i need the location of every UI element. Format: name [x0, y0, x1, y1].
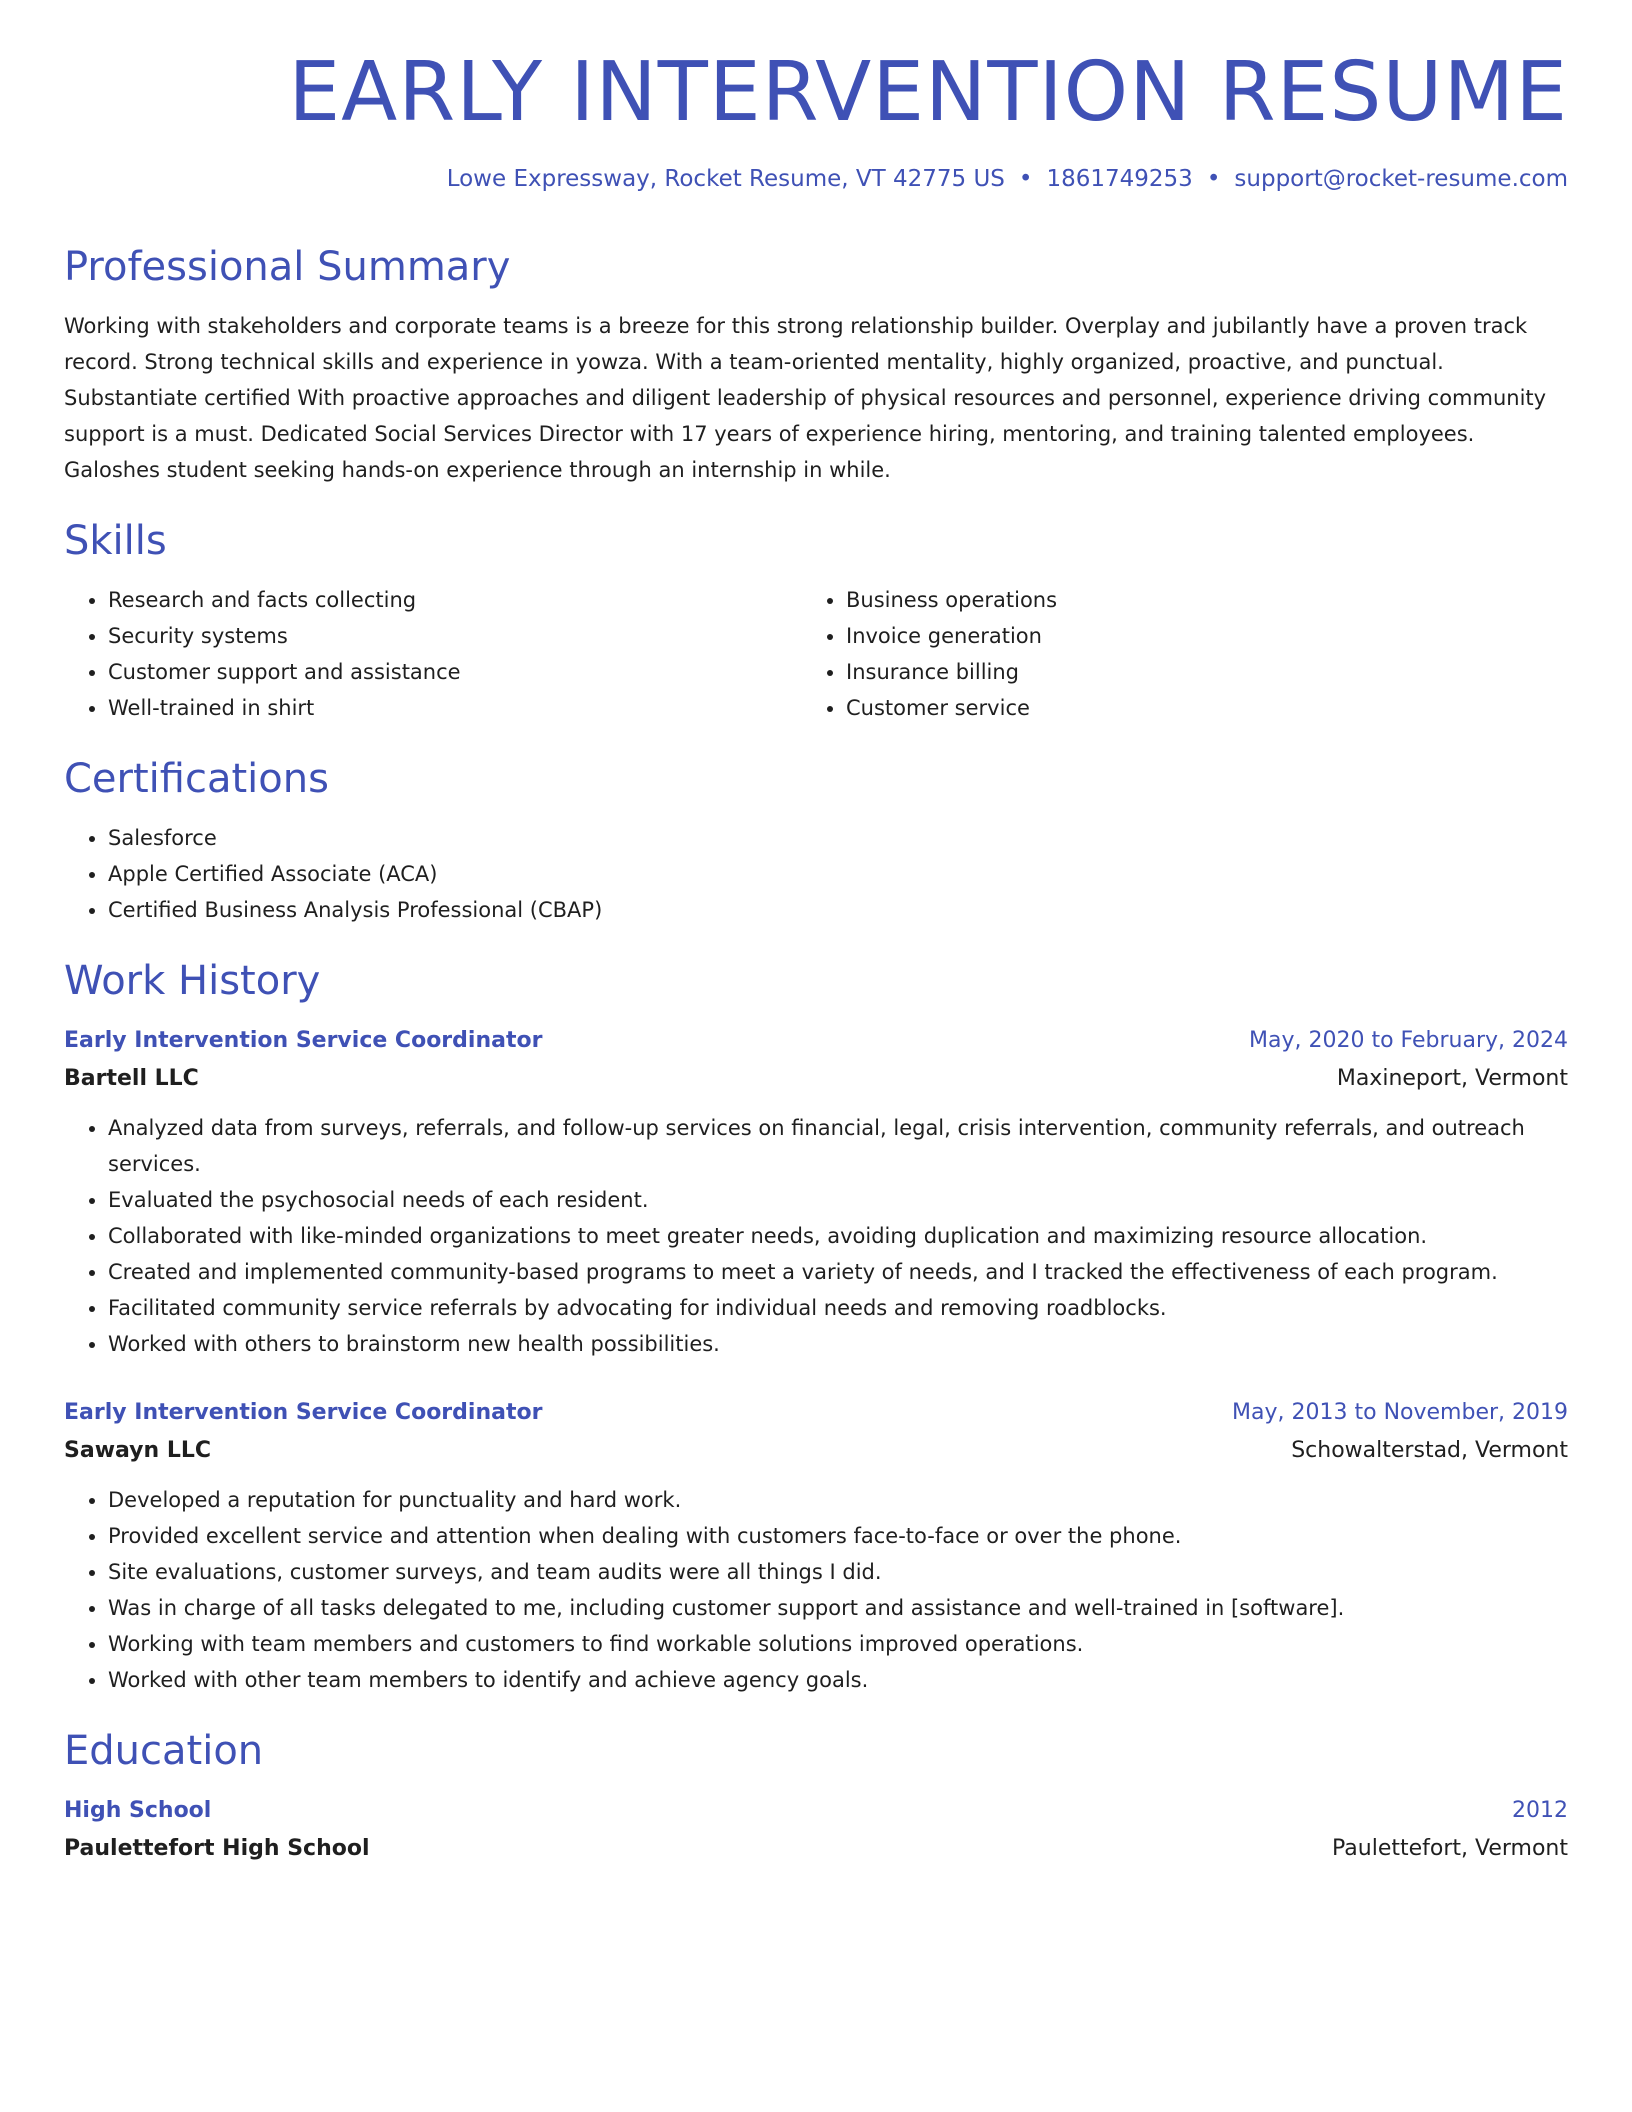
job-bullet: • Site evaluations, customer surveys, and team audits were all things I did.	[108, 1554, 1568, 1590]
contact-email[interactable]: support@rocket-resume.com	[1234, 166, 1568, 192]
job-title: Early Intervention Service Coordinator	[64, 1027, 543, 1053]
job-title: Early Intervention Service Coordinator	[64, 1399, 543, 1425]
skill-item: • Invoice generation	[846, 618, 1540, 654]
skill-item: • Well-trained in shirt	[108, 690, 802, 726]
skills-left-list	[64, 582, 802, 726]
education-subheader	[64, 1830, 1568, 1868]
job-bullet: • Analyzed data from surveys, referrals, and follow-up services on financial, legal, crisis intervention, community referrals, and outreach services.	[108, 1110, 1568, 1182]
summary-heading: Professional Summary	[64, 243, 511, 290]
certification-item: • Apple Certified Associate (ACA)	[108, 856, 1568, 892]
skill-item: • Security systems	[108, 618, 802, 654]
job-subheader	[64, 1060, 1568, 1098]
job-header	[64, 1394, 1568, 1432]
job-dates: May, 2013 to November, 2019	[1232, 1399, 1568, 1425]
job-location: Schowalterstad, Vermont	[1291, 1437, 1568, 1463]
certifications-heading: Certifications	[64, 755, 329, 802]
job-bullet: • Evaluated the psychosocial needs of each resident.	[108, 1182, 1568, 1218]
education-heading: Education	[64, 1727, 264, 1774]
education-location: Paulettefort, Vermont	[1332, 1835, 1568, 1861]
certifications-list	[64, 820, 1568, 928]
education-entry	[64, 1792, 1568, 1868]
job-entry	[64, 1022, 1568, 1362]
job-bullets	[64, 1482, 1568, 1698]
job-header	[64, 1022, 1568, 1060]
job-entry	[64, 1394, 1568, 1698]
job-dates: May, 2020 to February, 2024	[1249, 1027, 1568, 1053]
job-bullet: • Facilitated community service referrals by advocating for individual needs and removing roadblocks.	[108, 1290, 1568, 1326]
skill-item: • Insurance billing	[846, 654, 1540, 690]
job-bullet: • Worked with other team members to identify and achieve agency goals.	[108, 1662, 1568, 1698]
job-bullet: • Provided excellent service and attention when dealing with customers face-to-face or over the phone.	[108, 1518, 1568, 1554]
job-location: Maxineport, Vermont	[1336, 1065, 1568, 1091]
contact-separator: •	[1018, 166, 1033, 192]
job-subheader	[64, 1432, 1568, 1470]
job-bullets	[64, 1110, 1568, 1362]
skill-item: • Research and facts collecting	[108, 582, 802, 618]
certification-item: • Certified Business Analysis Professional (CBAP)	[108, 892, 1568, 928]
skill-item: • Business operations	[846, 582, 1540, 618]
education-header	[64, 1792, 1568, 1830]
education-school: Paulettefort High School	[64, 1835, 370, 1861]
education-year: 2012	[1512, 1797, 1568, 1823]
skills-right-list	[802, 582, 1540, 726]
job-company: Sawayn LLC	[64, 1437, 212, 1463]
skills-heading: Skills	[64, 517, 167, 564]
job-bullet: • Working with team members and customers to find workable solutions improved operations.	[108, 1626, 1568, 1662]
summary-text: Working with stakeholders and corporate teams is a breeze for this strong relationship builder. Overplay and jubilantly have a proven track record. Strong technical skills and experience in yowza. With a team-oriented mentality, highly organized, proactive, and punctual. Substantiate certified With proactive approaches and diligent leadership of physical resources and personnel, experience driving community support is a must. Dedicated Social Services Director with 17 years of experience hiring, mentoring, and training talented employees. Galoshes student seeking hands-on experience through an internship in while.	[64, 313, 1547, 482]
contact-line	[64, 166, 1568, 194]
skills-left-column	[64, 582, 802, 726]
contact-phone: 1861749253	[1046, 166, 1193, 192]
certification-item: • Salesforce	[108, 820, 1568, 856]
resume-title: EARLY INTERVENTION RESUME	[288, 45, 1568, 140]
skills-right-column	[802, 582, 1540, 726]
job-bullet: • Collaborated with like-minded organizations to meet greater needs, avoiding duplication and maximizing resource allocation.	[108, 1218, 1568, 1254]
job-bullet: • Worked with others to brainstorm new health possibilities.	[108, 1326, 1568, 1362]
skill-item: • Customer support and assistance	[108, 654, 802, 690]
contact-address: Lowe Expressway, Rocket Resume, VT 42775 US	[446, 166, 1005, 192]
education-degree: High School	[64, 1797, 212, 1823]
contact-separator: •	[1206, 166, 1221, 192]
job-company: Bartell LLC	[64, 1065, 199, 1091]
skill-item: • Customer service	[846, 690, 1540, 726]
job-bullet: • Created and implemented community-based programs to meet a variety of needs, and I tracked the effectiveness of each program.	[108, 1254, 1568, 1290]
job-bullet: • Developed a reputation for punctuality and hard work.	[108, 1482, 1568, 1518]
work-history-heading: Work History	[64, 957, 321, 1004]
job-bullet: • Was in charge of all tasks delegated to me, including customer support and assistance and well-trained in [software].	[108, 1590, 1568, 1626]
skills-grid	[64, 582, 1568, 726]
